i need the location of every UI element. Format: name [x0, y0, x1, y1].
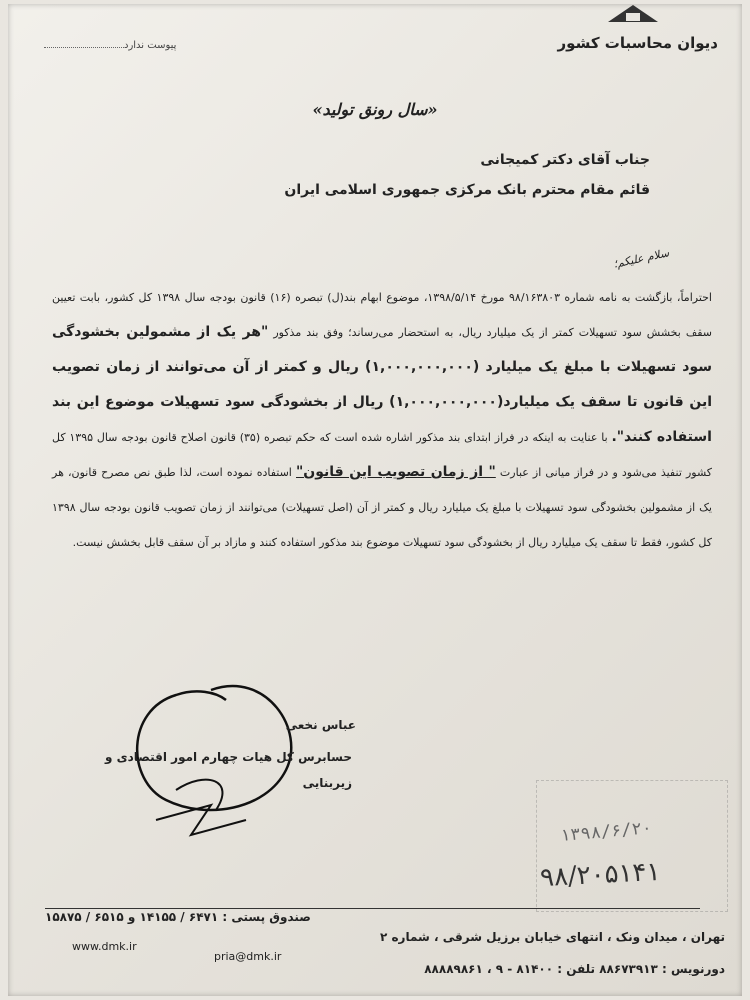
- addressee-block: [284, 145, 650, 205]
- footer-email-link[interactable]: pria@dmk.ir: [214, 950, 282, 963]
- attachment-label: [40, 40, 176, 51]
- stamp-area: [536, 780, 728, 912]
- signatory-name: عباس نخعی: [285, 718, 356, 732]
- body-paragraph-2: با عنایت به اینکه در فراز ابتدای بند مذکور اشاره شده است که حکم تبصره (۳۵) قانون اصلاح قانون بودجه سال ۱۳۹۵ کل کشور تنفیذ می‌شود و در فراز میانی از عبارت: [52, 431, 713, 479]
- body-quote: "هر یک از مشمولین بخشودگی سود تسهیلات با مبلغ یک میلیارد (۱,۰۰۰,۰۰۰,۰۰۰) ریال و کمتر از آن می‌توانند از زمان تصویب این قانون تا سقف یک میلیارد(۱,۰۰۰,۰۰۰,۰۰۰) ریال از بخشودگی سود تسهیلات موضوع این بند استفاده کنند".: [52, 324, 712, 445]
- footer-phones: دورنویس : ۸۸۶۷۳۹۱۳ تلفن : ۸۱۴۰۰ - ۹ ، ۸۸۸۸۹۸۶۱: [424, 962, 725, 976]
- letter-body: [52, 280, 712, 560]
- footer-divider: [45, 908, 700, 909]
- footer-po-box: صندوق پستی : ۶۴۷۱ / ۱۴۱۵۵ و ۶۵۱۵ / ۱۵۸۷۵: [45, 910, 311, 924]
- greeting: سلام علیکم؛: [612, 246, 671, 271]
- footer-website-link[interactable]: www.dmk.ir: [72, 940, 137, 953]
- stamp-number: ۹۸/۲۰۵۱۴۱: [539, 856, 662, 894]
- addressee-position: قائم مقام محترم بانک مرکزی جمهوری اسلامی ایران: [284, 182, 650, 198]
- emblem-logo: [606, 2, 660, 24]
- attachment-dotted-line: [44, 47, 124, 48]
- stamp-date: ۱۳۹۸/۶/۲۰: [559, 818, 653, 846]
- attachment-text: پیوست ندارد: [124, 40, 177, 51]
- addressee-name: جناب آقای دکتر کمیجانی: [480, 152, 650, 168]
- body-paragraph-intro: احتراماً، بازگشت به نامه شماره ۹۸/۱۶۳۸۰۳ مورخ ۱۳۹۸/۵/۱۴، موضوع ابهام بند(ل) تبصره (۱۶) قانون بودجه سال ۱۳۹۸ کل کشور، بابت تعیین سقف بخشش سود تسهیلات کمتر از یک میلیارد ریال، به استحضار می‌رساند؛ وفق بند مذکور: [52, 291, 712, 339]
- footer-address: تهران ، میدان ونک ، انتهای خیابان برزیل شرقی ، شماره ۲: [379, 930, 725, 944]
- signatory-title: حسابرس کل هیات چهارم امور اقتصادی و زیربنایی: [104, 750, 352, 790]
- body-emphasis: " از زمان تصویب این قانون": [296, 464, 496, 480]
- body-paragraph-3: استفاده نموده است، لذا طبق نص مصرح قانون، هر یک از مشمولین بخشودگی سود تسهیلات با مبلغ یک میلیارد ریال و کمتر از آن (اصل تسهیلات) می‌توانند از زمان تصویب قانون بودجه سال ۱۳۹۸ کل کشور، فقط تا سقف یک میلیارد ریال از بخشودگی سود تسهیلات موضوع بند مذکور استفاده کنند و مازاد بر آن سقف قابل بخشش نیست.: [52, 466, 712, 549]
- organization-name: دیوان محاسبات کشور: [557, 34, 718, 52]
- year-motto: «سال رونق تولید»: [312, 100, 438, 119]
